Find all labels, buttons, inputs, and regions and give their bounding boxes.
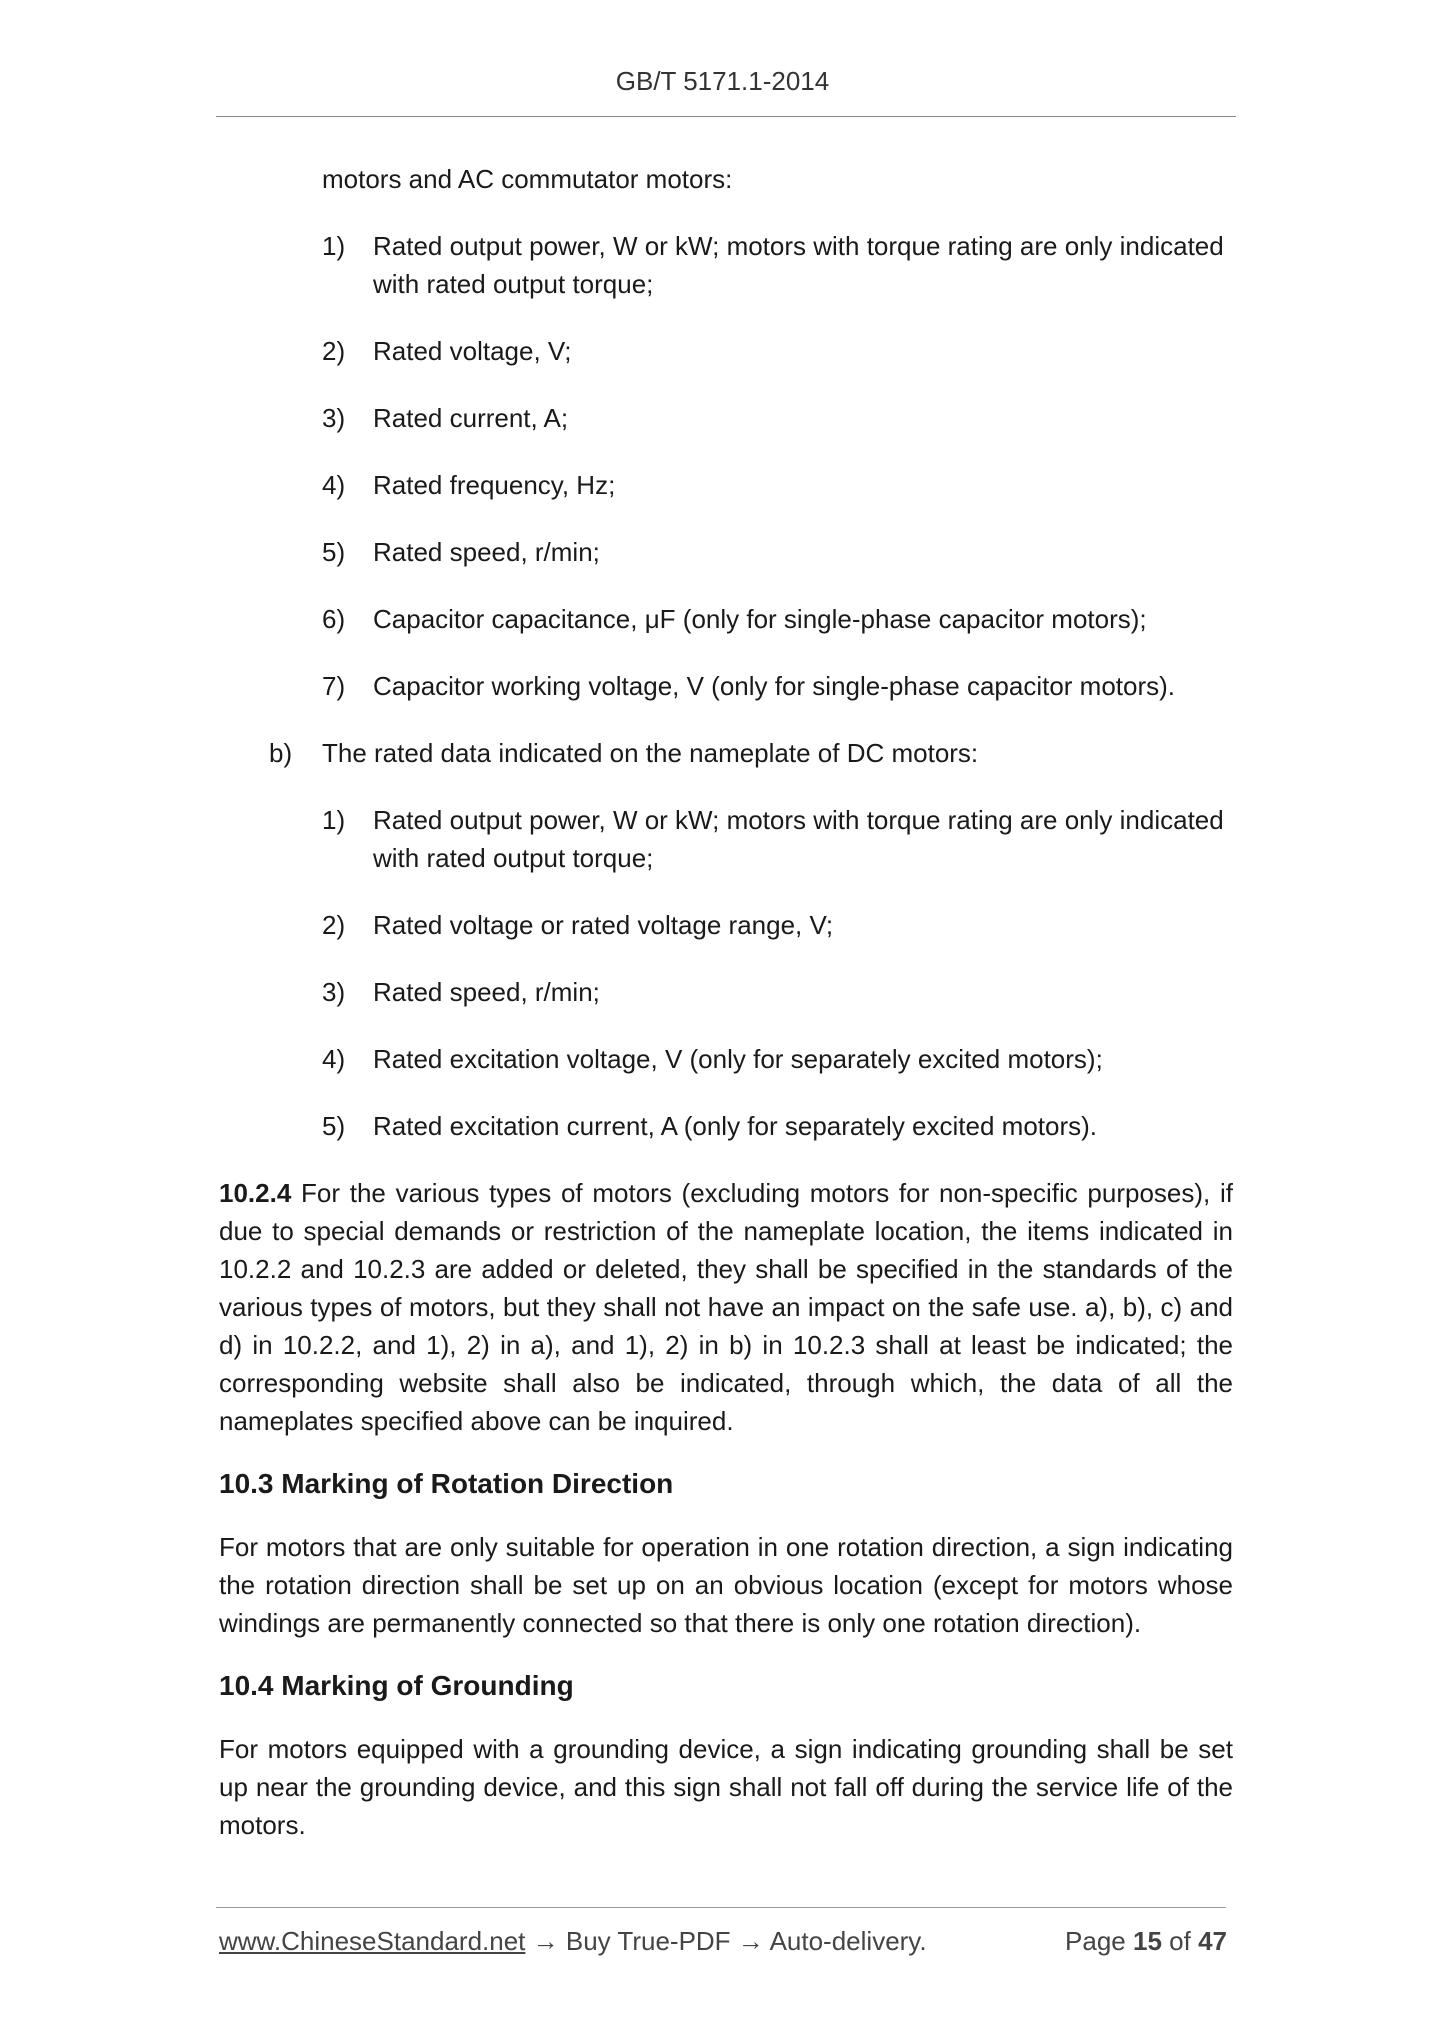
list-item	[219, 906, 1233, 944]
list-item-text: The rated data indicated on the nameplate of DC motors:	[322, 738, 979, 768]
list-item	[219, 1040, 1233, 1078]
page-label: Page	[1065, 1926, 1126, 1956]
list-item-text: Rated speed, r/min;	[373, 977, 600, 1007]
clause-text: For the various types of motors (excluding motors for non-specific purposes), if due to special demands or restriction of the nameplate location, the items indicated in 10.2.2 and 10.2.3 are added or deleted, they shall be specified in the standards of the various types of motors, but they shall not have an impact on the safe use. a), b), c) and d) in 10.2.2, and 1), 2) in a), and 1), 2) in b) in 10.2.3 shall at least be indicated; the corresponding website shall also be indicated, through which, the data of all the nameplates specified above can be inquired.	[219, 1178, 1233, 1436]
list-item	[219, 973, 1233, 1011]
list-item	[219, 600, 1233, 638]
footer-tagline: → Buy True-PDF → Auto-delivery.	[525, 1926, 927, 1956]
list-a	[219, 227, 1233, 705]
list-item-text: Rated speed, r/min;	[373, 537, 600, 567]
list-item-number: 7)	[322, 671, 346, 701]
list-item-number: 4)	[322, 470, 346, 500]
document-id-header: GB/T 5171.1-2014	[615, 66, 830, 96]
clause-number: 10.2.4	[219, 1178, 292, 1208]
list-b	[219, 801, 1233, 1145]
list-item-text: Rated excitation voltage, V (only for separately excited motors);	[373, 1044, 1103, 1074]
intro-line: motors and AC commutator motors:	[322, 164, 733, 194]
list-item-number: 2)	[322, 910, 346, 940]
list-item-text: Rated voltage or rated voltage range, V;	[373, 910, 834, 940]
of-label: of	[1169, 1926, 1191, 1956]
list-item-number: b)	[269, 738, 293, 768]
website-link[interactable]: www.ChineseStandard.net	[219, 1926, 526, 1956]
list-item	[219, 533, 1233, 571]
footer-divider	[216, 1907, 1226, 1908]
list-item-text: Rated current, A;	[373, 403, 569, 433]
list-item	[219, 801, 1233, 877]
list-item-text: Rated voltage, V;	[373, 336, 572, 366]
clause-10-2-4	[219, 1174, 1233, 1440]
list-item	[219, 227, 1233, 303]
list-item-text: Rated excitation current, A (only for separately excited motors).	[373, 1111, 1098, 1141]
list-item	[219, 1107, 1233, 1145]
list-item-text: Rated output power, W or kW; motors with torque rating are only indicated with rated output torque;	[373, 231, 1224, 299]
list-item-text: Rated frequency, Hz;	[373, 470, 616, 500]
list-item	[219, 667, 1233, 705]
list-item-number: 4)	[322, 1044, 346, 1074]
page-number: 15	[1133, 1926, 1162, 1956]
list-item	[219, 399, 1233, 437]
page-indicator	[1065, 1926, 1227, 1957]
list-item-text: Capacitor capacitance, μF (only for single-phase capacitor motors);	[373, 604, 1147, 634]
list-item-number: 3)	[322, 977, 346, 1007]
page-total: 47	[1198, 1926, 1227, 1956]
list-item-number: 1)	[322, 805, 346, 835]
page-footer	[219, 1926, 1229, 1957]
header-divider	[216, 116, 1236, 117]
list-item-b	[219, 734, 1233, 772]
section-heading-10-3: 10.3 Marking of Rotation Direction	[219, 1468, 674, 1499]
list-item	[219, 332, 1233, 370]
list-item	[219, 466, 1233, 504]
list-item-number: 2)	[322, 336, 346, 366]
section-10-4-text: For motors equipped with a grounding device, a sign indicating grounding shall be set up near the grounding device, and this sign shall not fall off during the service life of the motors.	[219, 1734, 1233, 1840]
list-item-text: Capacitor working voltage, V (only for single-phase capacitor motors).	[373, 671, 1176, 701]
page-content	[219, 160, 1233, 1869]
section-heading-10-4: 10.4 Marking of Grounding	[219, 1670, 574, 1701]
list-item-number: 5)	[322, 537, 346, 567]
list-item-number: 5)	[322, 1111, 346, 1141]
list-item-number: 3)	[322, 403, 346, 433]
list-item-number: 1)	[322, 231, 346, 261]
section-10-3-text: For motors that are only suitable for operation in one rotation direction, a sign indicating the rotation direction shall be set up on an obvious location (except for motors whose windings are permanently connected so that there is only one rotation direction).	[219, 1532, 1233, 1638]
list-item-number: 6)	[322, 604, 346, 634]
list-item-text: Rated output power, W or kW; motors with torque rating are only indicated with rated output torque;	[373, 805, 1224, 873]
